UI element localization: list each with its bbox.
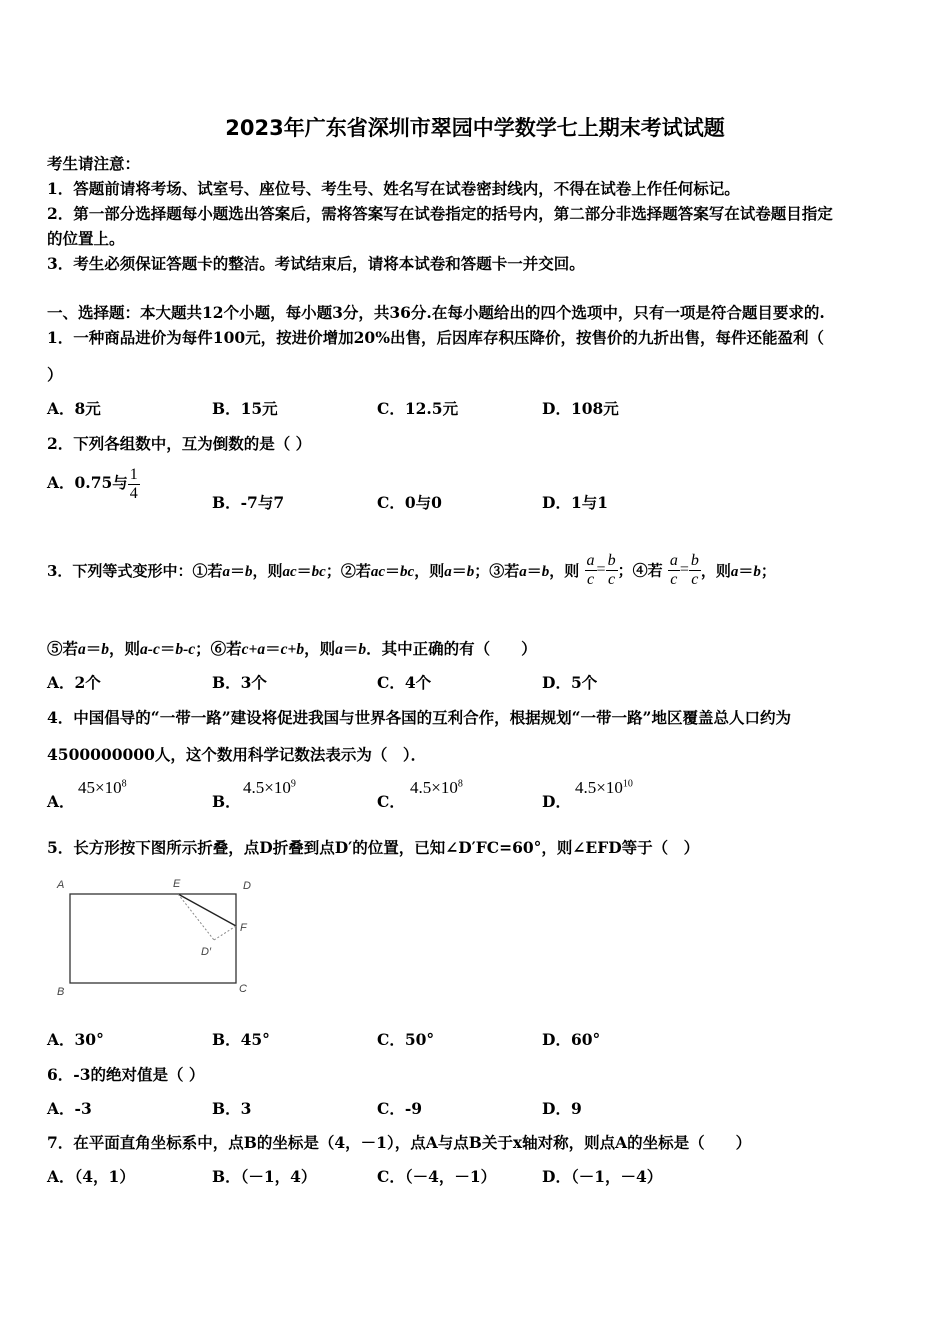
var: bc	[400, 563, 415, 580]
var: a	[222, 563, 230, 580]
question-5-stem: 5．长方形按下图所示折叠，点D折叠到点D′的位置，已知∠D′FC=60°，则∠EFD等于（ ）	[47, 838, 700, 857]
var: b	[358, 641, 367, 658]
eq-sign: ＝	[159, 639, 176, 658]
q1-option-b: B．15元	[212, 399, 278, 418]
q3-text-part: ，则	[700, 561, 731, 580]
q6-option-b: B．3	[212, 1099, 252, 1118]
notice-item: 1．答题前请将考场、试室号、座位号、考生号、姓名写在试卷密封线内，不得在试卷上作任何标记。	[47, 179, 740, 198]
sci-exponent: 10	[622, 778, 633, 790]
var: bc	[311, 563, 326, 580]
question-4-stem: 4．中国倡导的“一带一路”建设将促进我国与世界各国的互利合作，根据规划“一带一路”地区覆盖总人口约为	[47, 708, 791, 727]
sci-exponent: 9	[290, 778, 296, 790]
q3-text-part: ，则	[252, 561, 283, 580]
var: a-c	[140, 641, 160, 658]
q4-option-c-value	[410, 778, 463, 798]
label-c: C	[239, 983, 247, 995]
question-6-stem: 6．-3的绝对值是（ ）	[47, 1065, 205, 1084]
q3-option-c: C．4个	[377, 673, 432, 692]
var: b	[466, 563, 475, 580]
q4-option-b-value	[243, 778, 296, 798]
rectangle-abcd	[70, 894, 236, 983]
sci-base: 4.5×10	[243, 778, 291, 797]
label-e: E	[173, 878, 181, 890]
sci-exponent: 8	[457, 778, 463, 790]
q4-option-b-letter: B．	[212, 792, 241, 811]
q3-text	[47, 560, 579, 581]
q3-text-part: ；	[760, 561, 776, 580]
fraction-denominator: c	[691, 570, 699, 588]
fraction-numerator: 1	[129, 466, 138, 483]
fraction-denominator: c	[586, 570, 595, 588]
sci-exponent: 8	[121, 778, 127, 790]
q3-text-part: ，则	[304, 639, 336, 658]
fraction-numerator: a	[669, 552, 678, 569]
q1-option-c: C．12.5元	[377, 399, 459, 418]
var: c+b	[280, 641, 305, 658]
q4-option-c-letter: C．	[377, 792, 405, 811]
fraction-a-over-c	[668, 552, 680, 588]
q2-option-a-text: A．0.75与	[47, 473, 128, 493]
q3-text-part: ；④若	[617, 561, 663, 580]
q4-option-a-letter: A．	[47, 792, 75, 811]
var: a	[444, 563, 452, 580]
fold-line-ef	[178, 894, 236, 926]
q3-text-part: ，则	[109, 639, 141, 658]
q5-option-d: D．60°	[542, 1030, 601, 1049]
sci-base: 4.5×10	[575, 778, 623, 797]
q7-option-d: D．（－1，－4）	[542, 1167, 663, 1186]
folded-rectangle-figure	[50, 873, 260, 1003]
q6-option-c: C．-9	[377, 1099, 423, 1118]
fraction-b-over-c	[689, 552, 701, 588]
var: b	[753, 563, 761, 580]
fraction-numerator: a	[586, 552, 595, 569]
q3-text-part: ．其中正确的有（ ）	[366, 639, 537, 658]
var: b	[101, 641, 110, 658]
eq-sign: =	[679, 561, 689, 579]
var: a	[335, 641, 343, 658]
var: ac	[370, 563, 386, 580]
q7-option-a: A．（4，1）	[47, 1167, 135, 1186]
q2-option-c: C．0与0	[377, 493, 442, 512]
q4-option-a-value	[78, 778, 127, 798]
q6-option-d: D．9	[542, 1099, 582, 1118]
eq-sign: ＝	[385, 561, 401, 580]
fraction-numerator: b	[690, 552, 699, 569]
question-7-stem: 7．在平面直角坐标系中，点B的坐标是（4，－1），点A与点B关于x轴对称，则点A的坐标是（ ）	[47, 1133, 752, 1152]
notice-item: 3．考生必须保证答题卡的整洁。考试结束后，请将本试卷和答题卡一并交回。	[47, 254, 585, 273]
q1-option-a: A．8元	[47, 399, 101, 418]
q6-option-a: A．-3	[47, 1099, 92, 1118]
q3-text-part: ⑤若	[47, 639, 79, 658]
label-a: A	[57, 879, 65, 891]
fraction-denominator: c	[608, 570, 616, 588]
eq-sign: ＝	[451, 561, 467, 580]
q5-option-b: B．45°	[212, 1030, 270, 1049]
fraction-one-quarter	[128, 466, 140, 502]
question-3-stem-line2	[47, 637, 537, 659]
notice-item: 的位置上。	[47, 229, 125, 248]
q4-option-d-value	[575, 778, 633, 798]
var: ac	[282, 563, 297, 580]
q3-text-part: ，则	[414, 561, 445, 580]
eq-sign: ＝	[738, 561, 754, 580]
question-1-stem: 1．一种商品进价为每件100元，按进价增加20%出售，后因库存积压降价，按售价的九折出售，每件还能盈利（	[47, 328, 824, 347]
var: c+a	[241, 641, 266, 658]
var: b	[244, 563, 253, 580]
var: a	[78, 641, 86, 658]
var: b	[541, 563, 550, 580]
fraction-denominator: 4	[129, 484, 138, 502]
q3-option-a: A．2个	[47, 673, 101, 692]
page-title: 2023年广东省深圳市翠园中学数学七上期末考试试题	[225, 116, 725, 140]
q3-option-d: D．5个	[542, 673, 598, 692]
q3-text-tail	[701, 562, 776, 580]
q3-text-part: ；⑥若	[195, 639, 242, 658]
fraction-denominator: c	[670, 570, 678, 588]
eq-sign: ＝	[265, 639, 281, 658]
eq-sign: ＝	[526, 561, 542, 580]
label-f: F	[240, 922, 247, 934]
question-4-stem-line2: 4500000000人，这个数用科学记数法表示为（ ）．	[47, 745, 427, 764]
label-d: D	[243, 880, 251, 892]
label-d-prime: D′	[201, 946, 212, 958]
fraction-b-over-c	[606, 552, 618, 588]
eq-sign: =	[596, 561, 606, 579]
q2-option-a	[47, 466, 140, 502]
q7-option-b: B．（－1，4）	[212, 1167, 317, 1186]
sci-base: 4.5×10	[410, 778, 458, 797]
sci-base: 45×10	[78, 778, 122, 797]
q1-option-d: D．108元	[542, 399, 619, 418]
fraction-numerator: b	[607, 552, 616, 569]
eq-sign: ＝	[296, 561, 312, 580]
q3-text-part: 3．下列等式变形中：①若	[47, 561, 223, 580]
question-2-stem: 2．下列各组数中，互为倒数的是（ ）	[47, 434, 312, 453]
q7-option-c: C．（－4，－1）	[377, 1167, 497, 1186]
segment-ed-prime	[178, 894, 214, 940]
label-b: B	[57, 986, 65, 998]
eq-sign: ＝	[229, 561, 245, 580]
var: a	[519, 563, 527, 580]
section-heading: 一、选择题：本大题共12个小题，每小题3分，共36分.在每小题给出的四个选项中，只有一项是符合题目要求的.	[47, 303, 825, 322]
var: b-c	[175, 641, 196, 658]
eq-sign: ＝	[342, 639, 359, 658]
var: a	[730, 563, 739, 580]
notice-heading: 考生请注意：	[47, 154, 141, 173]
q5-option-a: A．30°	[47, 1030, 104, 1049]
q2-option-b: B．-7与7	[212, 493, 285, 512]
q3-text-part: ，则	[549, 561, 580, 580]
question-1-stem-end: ）	[47, 365, 63, 384]
notice-item: 2．第一部分选择题每小题选出答案后，需将答案写在试卷指定的括号内，第二部分非选择题答案写在试卷题目指定	[47, 204, 833, 223]
q2-option-d: D．1与1	[542, 493, 609, 512]
q3-option-b: B．3个	[212, 673, 267, 692]
eq-sign: ＝	[85, 639, 102, 658]
q3-text-part: ；②若	[325, 561, 371, 580]
segment-fd-prime	[214, 926, 236, 940]
q3-text-part: ；③若	[474, 561, 520, 580]
q5-option-c: C．50°	[377, 1030, 435, 1049]
q4-option-d-letter: D．	[542, 792, 571, 811]
fraction-a-over-c	[585, 552, 597, 588]
question-3-stem	[47, 552, 776, 588]
